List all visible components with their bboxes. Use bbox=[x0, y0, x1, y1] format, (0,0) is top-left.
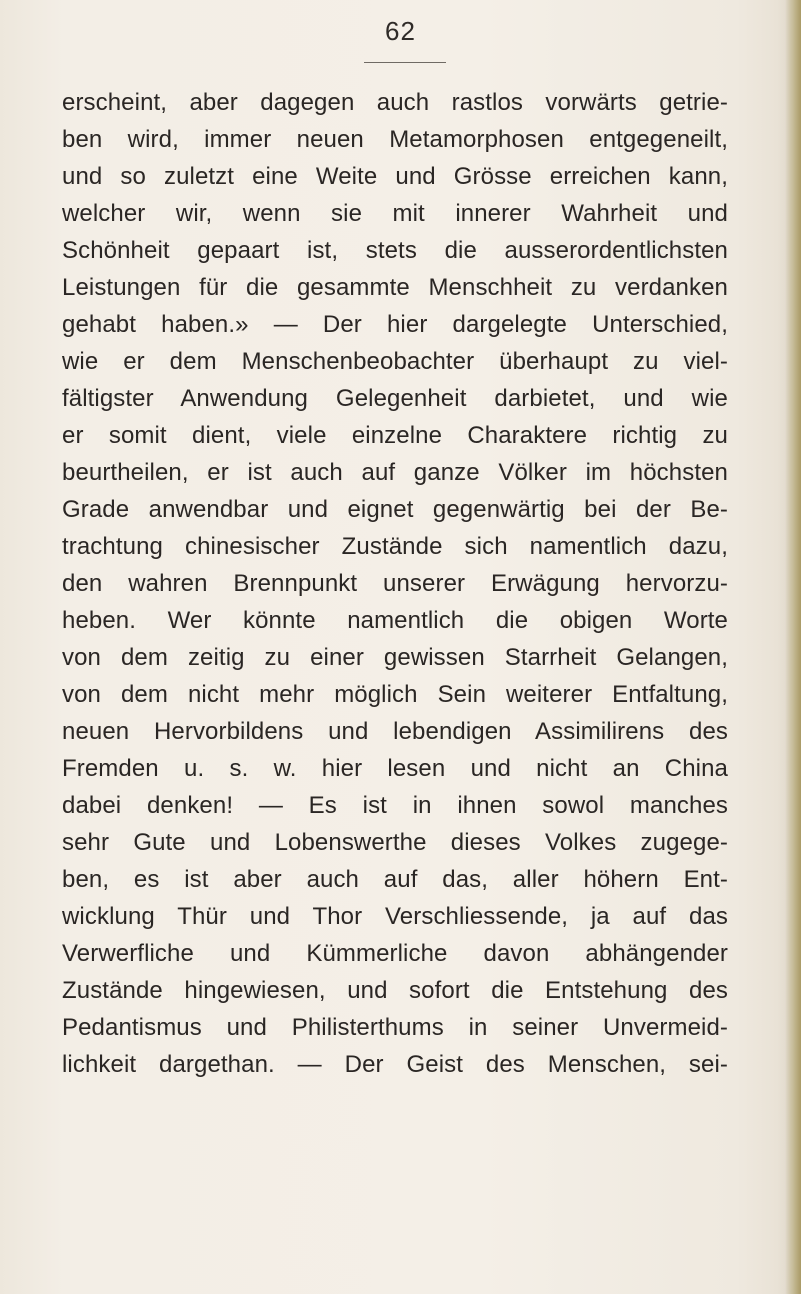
text-line: Zustände hingewiesen, und sofort die Entstehung des bbox=[62, 977, 728, 1004]
text-line: von dem nicht mehr möglich Sein weiterer Entfaltung, bbox=[62, 681, 728, 708]
page-number-rule bbox=[364, 62, 446, 63]
text-line: ben, es ist aber auch auf das, aller höhern Ent- bbox=[62, 866, 728, 893]
text-line: Fremden u. s. w. hier lesen und nicht an China bbox=[62, 755, 728, 782]
text-line: beurtheilen, er ist auch auf ganze Völker im höchsten bbox=[62, 459, 728, 486]
text-line: den wahren Brennpunkt unserer Erwägung hervorzu- bbox=[62, 570, 728, 597]
text-line: sehr Gute und Lobenswerthe dieses Volkes zugege- bbox=[62, 829, 728, 856]
text-line: lichkeit dargethan. — Der Geist des Menschen, sei- bbox=[62, 1051, 728, 1078]
text-line: neuen Hervorbildens und lebendigen Assimilirens des bbox=[62, 718, 728, 745]
text-line: erscheint, aber dagegen auch rastlos vorwärts getrie- bbox=[62, 89, 728, 116]
text-line: gehabt haben.» — Der hier dargelegte Unterschied, bbox=[62, 311, 728, 338]
text-line: fältigster Anwendung Gelegenheit darbietet, und wie bbox=[62, 385, 728, 412]
text-line: Schönheit gepaart ist, stets die ausserordentlichsten bbox=[62, 237, 728, 264]
text-line: er somit dient, viele einzelne Charaktere richtig zu bbox=[62, 422, 728, 449]
text-line: welcher wir, wenn sie mit innerer Wahrheit und bbox=[62, 200, 728, 227]
text-line: Pedantismus und Philisterthums in seiner Unvermeid- bbox=[62, 1014, 728, 1041]
text-line: von dem zeitig zu einer gewissen Starrheit Gelangen, bbox=[62, 644, 728, 671]
text-line: heben. Wer könnte namentlich die obigen Worte bbox=[62, 607, 728, 634]
text-line: wicklung Thür und Thor Verschliessende, ja auf das bbox=[62, 903, 728, 930]
body-text bbox=[62, 84, 728, 1083]
text-line: ben wird, immer neuen Metamorphosen entgegeneilt, bbox=[62, 126, 728, 153]
text-line: Grade anwendbar und eignet gegenwärtig bei der Be- bbox=[62, 496, 728, 523]
text-line: Verwerfliche und Kümmerliche davon abhängender bbox=[62, 940, 728, 967]
page-edge bbox=[785, 0, 801, 1294]
text-line: und so zuletzt eine Weite und Grösse erreichen kann, bbox=[62, 163, 728, 190]
page-number: 62 bbox=[385, 16, 416, 46]
text-line: wie er dem Menschenbeobachter überhaupt zu viel- bbox=[62, 348, 728, 375]
text-line: trachtung chinesischer Zustände sich namentlich dazu, bbox=[62, 533, 728, 560]
text-line: dabei denken! — Es ist in ihnen sowol manches bbox=[62, 792, 728, 819]
text-line: Leistungen für die gesammte Menschheit zu verdanken bbox=[62, 274, 728, 301]
